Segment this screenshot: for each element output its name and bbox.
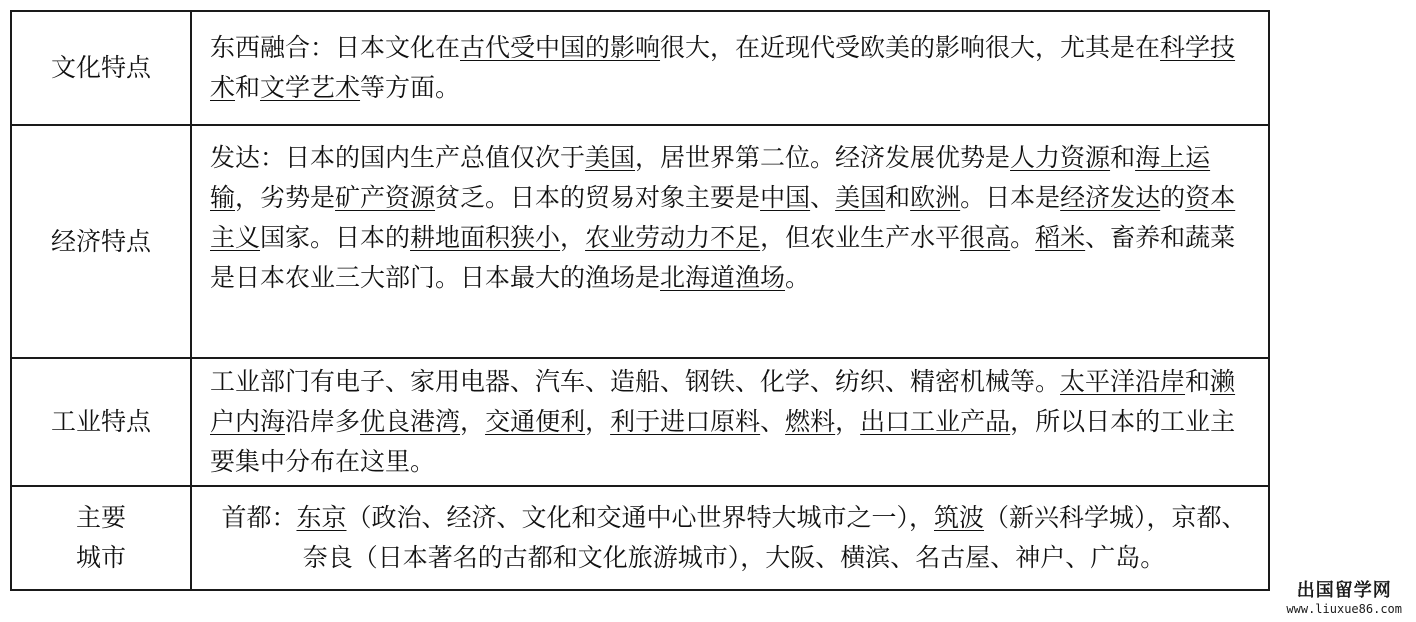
text-segment: 发达：日本的国内生产总值仅次于	[210, 143, 586, 172]
text-segment: 等方面。	[360, 73, 461, 102]
watermark-url: www.liuxue86.com	[1286, 602, 1402, 616]
row-header-cities	[11, 486, 191, 590]
underlined-term: 资本主义	[210, 183, 1236, 252]
underlined-term: 北海道渔场	[660, 263, 786, 292]
text-segment: ，劣势是	[235, 183, 336, 212]
rich-text	[210, 498, 1258, 578]
text-segment: 和	[1185, 367, 1211, 396]
text-segment: ，但农业生产水平	[760, 223, 961, 252]
text-segment: 和	[235, 73, 261, 102]
text-segment: 国家。日本的	[260, 223, 411, 252]
underlined-term: 燃料	[785, 407, 836, 436]
underlined-term: 筑波	[934, 503, 985, 532]
underlined-term: 矿产资源	[335, 183, 436, 212]
table-row	[11, 486, 1269, 590]
text-segment: 的	[1160, 183, 1186, 212]
table-row	[11, 125, 1269, 358]
site-watermark	[1286, 580, 1402, 616]
text-segment: ，	[835, 407, 861, 436]
row-content-economy	[191, 125, 1269, 358]
underlined-term: 濑户内海	[210, 367, 1236, 436]
underlined-term: 交通便利	[485, 407, 586, 436]
text-segment: 、畜养和蔬菜是日本农业三大部门。日本最大的渔场是	[210, 223, 1236, 292]
text-segment: 沿岸多	[285, 407, 361, 436]
underlined-term: 经济发达	[1060, 183, 1161, 212]
underlined-term: 中国	[760, 183, 811, 212]
text-segment: ，所以日本的工业主要集中分布在这里。	[210, 407, 1236, 476]
text-segment: 。	[1010, 223, 1036, 252]
underlined-term: 出口工业产品	[860, 407, 1011, 436]
row-content-cities	[191, 486, 1269, 590]
underlined-term: 古代受中国的影响	[460, 33, 661, 62]
row-content-culture	[191, 11, 1269, 125]
row-header-industry: 工业特点	[11, 358, 191, 486]
table-row	[11, 11, 1269, 125]
text-segment: ，	[460, 407, 486, 436]
text-segment: 。	[785, 263, 811, 292]
underlined-term: 农业劳动力不足	[585, 223, 761, 252]
text-segment: ，居世界第二位。经济发展优势是	[635, 143, 1011, 172]
underlined-term: 太平洋沿岸	[1060, 367, 1186, 396]
text-segment: 工业部门有电子、家用电器、汽车、造船、钢铁、化学、纺织、精密机械等。	[210, 367, 1061, 396]
text-segment: 和	[1110, 143, 1136, 172]
text-segment: 。日本是	[960, 183, 1061, 212]
row-content-industry	[191, 358, 1269, 486]
text-segment: 首都：	[221, 503, 297, 532]
row-header-culture: 文化特点	[11, 11, 191, 125]
text-segment: 东西融合：日本文化在	[210, 33, 461, 62]
underlined-term: 科学技术	[210, 33, 1236, 102]
geography-table	[10, 10, 1270, 591]
text-segment: ，	[585, 407, 611, 436]
table-row	[11, 358, 1269, 486]
underlined-term: 很高	[960, 223, 1011, 252]
text-segment: 和	[885, 183, 911, 212]
row-header-cities-text: 主要 城市	[75, 503, 126, 572]
underlined-term: 耕地面积狭小	[410, 223, 561, 252]
text-segment: 、	[760, 407, 786, 436]
underlined-term: 美国	[835, 183, 886, 212]
rich-text	[210, 138, 1258, 298]
underlined-term: 人力资源	[1010, 143, 1111, 172]
underlined-term: 优良港湾	[360, 407, 461, 436]
text-segment: ，	[560, 223, 586, 252]
watermark-title: 出国留学网	[1296, 580, 1392, 601]
text-segment: 、	[810, 183, 836, 212]
underlined-term: 稻米	[1035, 223, 1086, 252]
underlined-term: 美国	[585, 143, 636, 172]
text-segment: 贫乏。日本的贸易对象主要是	[435, 183, 761, 212]
text-segment: （政治、经济、文化和交通中心世界特大城市之一），	[346, 503, 934, 532]
underlined-term: 东京	[296, 503, 347, 532]
row-header-economy: 经济特点	[11, 125, 191, 358]
underlined-term: 欧洲	[910, 183, 961, 212]
text-segment: （新兴科学城），京都、奈良（日本著名的古都和文化旅游城市），大阪、横滨、名古屋、神户、广岛。	[302, 503, 1247, 572]
underlined-term: 利于进口原料	[610, 407, 761, 436]
underlined-term: 文学艺术	[260, 73, 361, 102]
rich-text	[210, 28, 1258, 108]
rich-text	[210, 362, 1258, 482]
text-segment: 很大，在近现代受欧美的影响很大，尤其是在	[660, 33, 1161, 62]
underlined-term: 海上运输	[210, 143, 1211, 212]
